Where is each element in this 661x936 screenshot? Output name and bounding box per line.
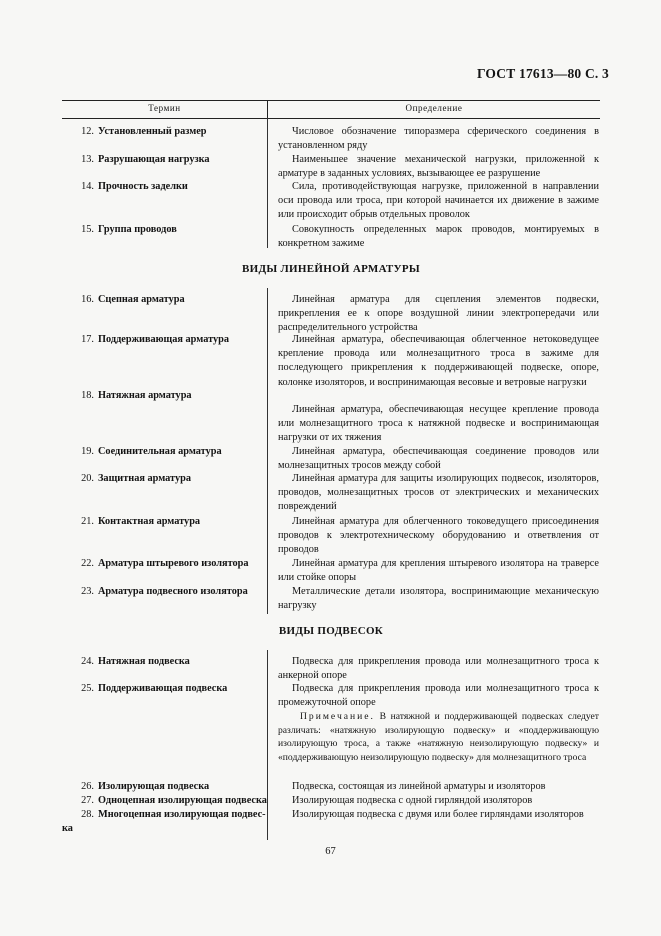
document-header: ГОСТ 17613—80 С. 3: [476, 66, 609, 81]
list-item-term: 14. Прочность заделки: [81, 181, 188, 192]
list-item-term-continuation: ка: [62, 823, 73, 834]
list-item-term: 21. Контактная арматура: [81, 516, 201, 527]
list-item-definition: Сила, противодействующая нагрузке, приложенной в направлении оси провода или троса, при которой начинается их движение в зажиме или происходит обрыв отдельных проволок: [278, 181, 599, 221]
list-item-term: 20. Защитная арматура: [81, 473, 191, 484]
list-item-definition: Линейная арматура, обеспечивающая соединение проводов или молнезащитных тросов между собой: [278, 446, 599, 472]
column-header-term: Термин: [148, 103, 181, 113]
list-item-definition: Линейная арматура для защиты изолирующих подвесок, изоляторов, проводов, молнезащитных тросов от электрических и механических повреждений: [278, 473, 599, 513]
list-item-term: 13. Разрушающая нагрузка: [81, 154, 210, 165]
list-item-term: 22. Арматура штыревого изолятора: [81, 558, 249, 569]
list-item-definition: Линейная арматура для крепления штыревого изолятора на траверсе или стойке опоры: [278, 558, 599, 584]
list-item-definition: Изолирующая подвеска с двумя или более гирляндами изоляторов: [292, 809, 584, 820]
list-item-definition: Линейная арматура для сцепления элементов подвески, прикрепления ее к опоре воздушной линии электропередачи или распределительного устройства: [278, 294, 599, 334]
list-item-definition: Наименьшее значение механической нагрузки, приложенной к арматуре в заданных условиях, вызывающее ее разрушение: [278, 154, 599, 180]
section-heading: ВИДЫ ЛИНЕЙНОЙ АРМАТУРЫ: [242, 263, 420, 275]
list-item-definition: Линейная арматура, обеспечивающая облегченное нетоковедущее крепление провода или молнезащитного троса в зажиме для последующего прикрепления к поддерживающей подвеске, опоре, колонке изоляторов, и воспринимающая весовые и ветровые нагрузки: [278, 334, 599, 388]
section-heading: ВИДЫ ПОДВЕСОК: [278, 625, 384, 637]
list-item-definition: Подвеска для прикрепления провода или молнезащитного троса к анкерной опоре: [278, 656, 599, 682]
list-item-definition: Совокупность определенных марок проводов, монтируемых в конкретном зажиме: [278, 224, 599, 250]
list-item-term: 28. Многоцепная изолирующая подвес-: [81, 809, 266, 820]
note-paragraph: [278, 710, 599, 765]
list-item-term: 12. Установленный размер: [81, 126, 207, 137]
list-item-definition: Подвеска для прикрепления провода или молнезащитного троса к промежуточной опоре: [278, 683, 599, 709]
list-item-definition: Числовое обозначение типоразмера сферического соединения в установленном ряду: [278, 126, 599, 152]
list-item-term: 23. Арматура подвесного изолятора: [81, 586, 248, 597]
list-item-definition: Подвеска, состоящая из линейной арматуры и изоляторов: [292, 781, 546, 792]
list-item-term: 17. Поддерживающая арматура: [81, 334, 230, 345]
list-item-definition: Изолирующая подвеска с одной гирляндой изоляторов: [292, 795, 533, 806]
column-header-definition: Определение: [405, 103, 463, 113]
list-item-definition: Линейная арматура для облегченного токоведущего присоединения проводов к электротехническому оборудованию и ответвления от проводов: [278, 516, 599, 556]
list-item-term: 27. Одноцепная изолирующая подвеска: [81, 795, 267, 806]
list-item-term: 26. Изолирующая подвеска: [81, 781, 210, 792]
list-item-term: 16. Сцепная арматура: [81, 294, 185, 305]
list-item-definition: Линейная арматура, обеспечивающая несущее крепление провода или молнезащитного троса к натяжной подвеске и воспринимающая нагрузки от их тяжения: [278, 404, 599, 444]
note-text: В натяжной и поддерживающей подвесках следует различать: «натяжную изолирующую подвеску» и «поддерживающую изолирующую троса, а также «натяжную неизолирующую подвеску» и «поддерживающую неизолирующую подвеску» для молнезащитного троса: [278, 711, 599, 764]
list-item-term: 15. Группа проводов: [81, 224, 177, 235]
note-label: Примечание.: [300, 711, 375, 722]
table-header: [62, 100, 600, 119]
list-item-definition: Металлические детали изолятора, воспринимающие механическую нагрузку: [278, 586, 599, 612]
list-item-term: 25. Поддерживающая подвеска: [81, 683, 228, 694]
page-number: 67: [325, 846, 336, 857]
list-item-term: 19. Соединительная арматура: [81, 446, 222, 457]
list-item-term: 24. Натяжная подвеска: [81, 656, 190, 667]
list-item-term: 18. Натяжная арматура: [81, 390, 192, 401]
